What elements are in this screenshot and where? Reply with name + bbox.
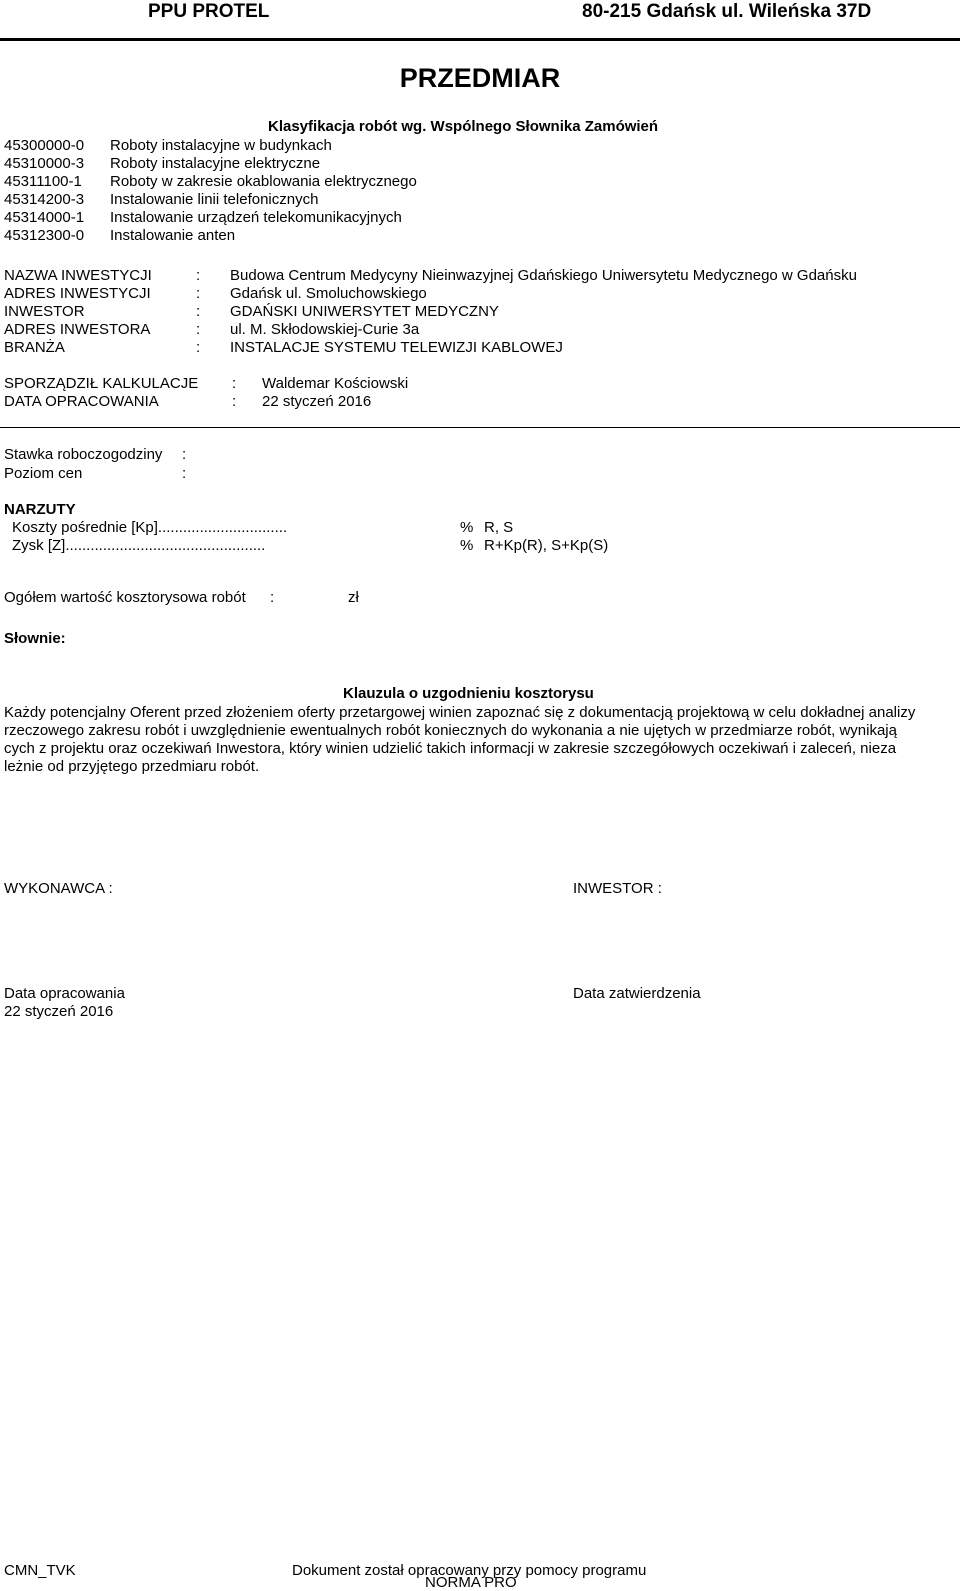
investor-label: INWESTOR [4,303,85,320]
cpv-description: Roboty w zakresie okablowania elektrycznego [110,173,417,190]
approval-date-label: Data zatwierdzenia [573,985,701,1002]
investment-address-value: Gdańsk ul. Smoluchowskiego [230,285,427,302]
investor-address-colon: : [196,321,201,338]
preparation-date-value: 22 styczeń 2016 [4,1003,114,1020]
labor-rate-label: Stawka roboczogodziny [4,446,163,463]
cpv-description: Instalowanie linii telefonicznych [110,191,319,208]
investment-address-label: ADRES INWESTYCJI [4,285,151,302]
header-divider [0,38,960,41]
preparation-date-label: Data opracowania [4,985,125,1002]
investment-name-label: NAZWA INWESTYCJI [4,267,152,284]
total-value-label: Ogółem wartość kosztorysowa robót [4,589,246,606]
trade-value: INSTALACJE SYSTEMU TELEWIZJI KABLOWEJ [230,339,563,356]
indirect-costs-label: Koszty pośrednie [Kp]............................... [12,519,288,536]
investor-colon: : [196,303,201,320]
investment-name-colon: : [196,267,201,284]
cpv-code: 45300000-0 [4,137,85,154]
surcharges-heading: NARZUTY [4,501,76,518]
investment-address-colon: : [196,285,201,302]
cpv-code: 45310000-3 [4,155,85,172]
cpv-code: 45314000-1 [4,209,85,226]
profit-label: Zysk [Z]................................................ [12,537,266,554]
page-title: PRZEDMIAR [399,63,561,93]
profit-basis: R+Kp(R), S+Kp(S) [484,537,609,554]
footer-software-name: NORMA PRO [425,1574,517,1591]
investment-name-value: Budowa Centrum Medycyny Nieinwazyjnej Gdańskiego Uniwersytetu Medycznego w Gdańsku [230,267,857,284]
clause-line: cych z projektu oraz oczekiwań Inwestora, który winien udzielić takich informacji w zakresie szczegółowych oczekiwań i zaleceń, nieza [4,740,897,757]
cpv-code: 45314200-3 [4,191,85,208]
prepared-date-label: DATA OPRACOWANIA [4,393,159,410]
indirect-costs-percent: % [460,519,474,536]
prepared-date-colon: : [232,393,237,410]
company-address: 80-215 Gdańsk ul. Wileńska 37D [582,1,872,22]
price-level-colon: : [182,465,187,482]
clause-line: Każdy potencjalny Oferent przed złożeniem oferty przetargowej winien zapoznać się z dokumentacją projektową w celu dokładnej analizy [4,704,916,721]
cpv-description: Roboty instalacyjne elektryczne [110,155,321,172]
total-value-colon: : [270,589,275,606]
prepared-by-colon: : [232,375,237,392]
in-words-label: Słownie: [4,630,66,647]
prepared-date-value: 22 styczeń 2016 [262,393,372,410]
prepared-by-label: SPORZĄDZIŁ KALKULACJE [4,375,199,392]
cpv-code: 45312300-0 [4,227,85,244]
labor-rate-colon: : [182,446,187,463]
clause-title: Klauzula o uzgodnieniu kosztorysu [343,685,594,702]
price-level-label: Poziom cen [4,465,83,482]
prepared-by-value: Waldemar Kościowski [262,375,409,392]
classification-heading: Klasyfikacja robót wg. Wspólnego Słownika Zamówień [268,118,659,135]
profit-percent: % [460,537,474,554]
clause-line: leżnie od przyjętego przedmiaru robót. [4,758,260,775]
indirect-costs-basis: R, S [484,519,514,536]
total-currency: zł [348,589,359,606]
cpv-description: Roboty instalacyjne w budynkach [110,137,332,154]
cpv-description: Instalowanie urządzeń telekomunikacyjnych [110,209,402,226]
footer-software-note: Dokument został opracowany przy pomocy programu [292,1562,647,1579]
investor-address-value: ul. M. Skłodowskiej-Curie 3a [230,321,420,338]
contractor-signature-label: WYKONAWCA : [4,880,113,897]
footer-code: CMN_TVK [4,1562,76,1579]
company-name: PPU PROTEL [148,1,270,22]
cpv-description: Instalowanie anten [110,227,236,244]
section-divider [0,427,960,428]
investor-address-label: ADRES INWESTORA [4,321,151,338]
trade-label: BRANŻA [4,339,65,356]
investor-value: GDAŃSKI UNIWERSYTET MEDYCZNY [230,303,499,320]
investor-signature-label: INWESTOR : [573,880,662,897]
cpv-code: 45311100-1 [4,173,82,190]
clause-line: rzeczowego zakresu robót i uwzględnienie ewentualnych robót koniecznych do wykonania a nie ujętych w przedmiarze robót, wynikają [4,722,897,739]
trade-colon: : [196,339,201,356]
